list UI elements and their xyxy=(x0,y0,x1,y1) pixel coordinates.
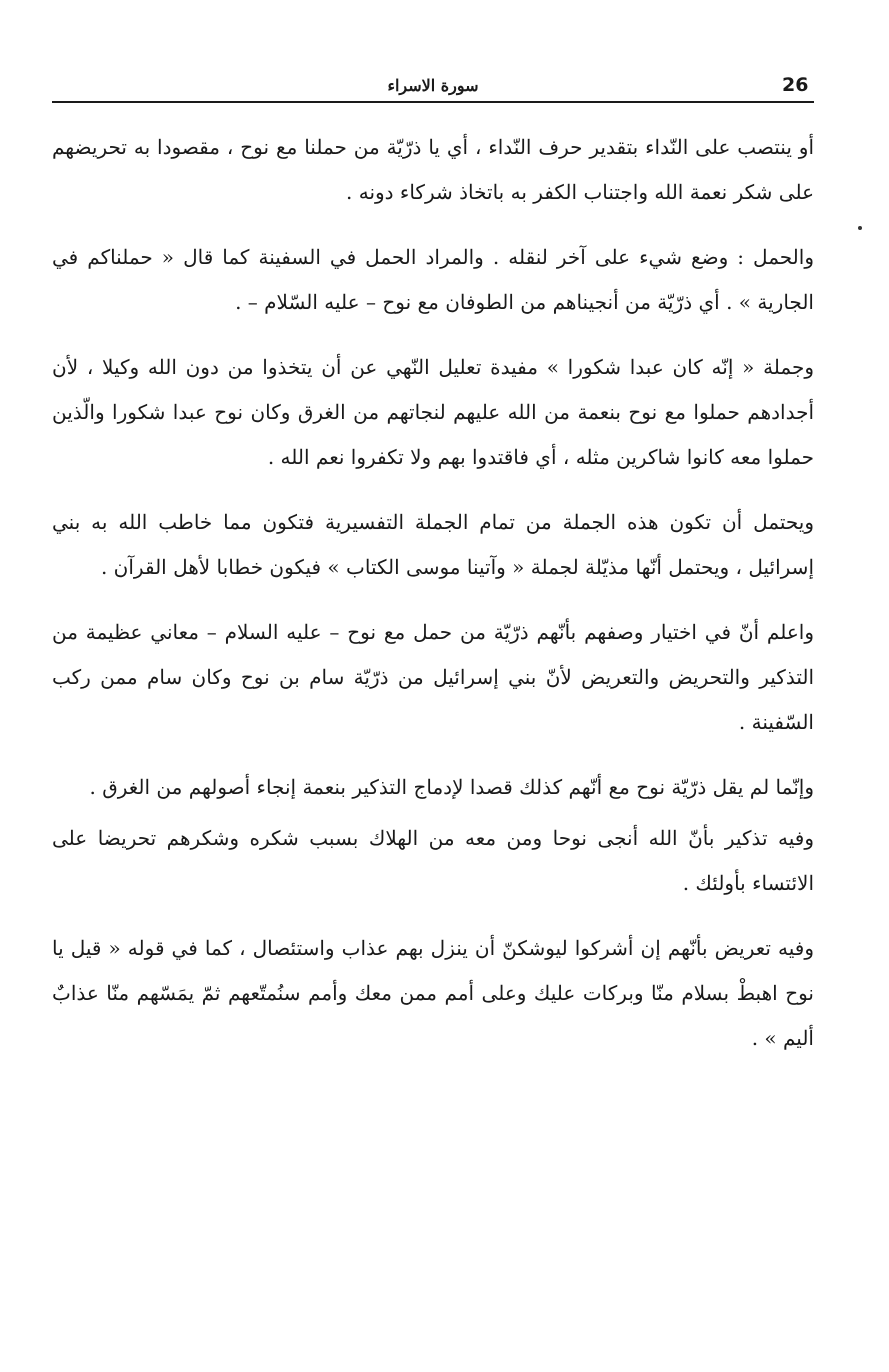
paragraph-8: وفيه تعريض بأنّهم إن أشركوا ليوشكنّ أن ينزل بهم عذاب واستئصال ، كما في قوله « قيل يا نوح اهبطْ بسلام منّا وبركات عليك وعلى أمم ممن معك وأمم سنُمتّعهم ثمّ يمَسّهم منّا عذابٌ أليم » . xyxy=(52,936,814,1050)
surah-title: سورة الاسراء xyxy=(387,76,479,95)
paragraph-7: وفيه تذكير بأنّ الله أنجى نوحا ومن معه من الهلاك بسبب شكره وشكرهم تحريضا على الائتساء بأولئك . xyxy=(52,826,814,895)
paragraph-1: أو ينتصب على النّداء بتقدير حرف النّداء ، أي يا ذرّيّة من حملنا مع نوح ، مقصودا به تحريضهم على شكر نعمة الله واجتناب الكفر به باتخاذ شركاء دونه . xyxy=(52,135,814,204)
page-header xyxy=(52,70,814,104)
page-number: 26 xyxy=(782,74,809,96)
paragraph-6: وإنّما لم يقل ذرّيّة نوح مع أنّهم كذلك قصدا لإدماج التذكير بنعمة إنجاء أصولهم من الغرق . xyxy=(89,775,814,799)
header-divider xyxy=(52,101,814,103)
paragraph-2: والحمل : وضع شيء على آخر لنقله . والمراد الحمل في السفينة كما قال « حملناكم في الجارية » . أي ذرّيّة من أنجيناهم من الطوفان مع نوح – عليه السّلام – . xyxy=(52,245,814,314)
paragraph-4: ويحتمل أن تكون هذه الجملة من تمام الجملة التفسيرية فتكون مما خاطب الله به بني إسرائيل ، ويحتمل أنّها مذيّلة لجملة « وآتينا موسى الكتاب » فيكون خطابا لأهل القرآن . xyxy=(52,510,814,579)
paragraph-3: وجملة « إنّه كان عبدا شكورا » مفيدة تعليل النّهي عن أن يتخذوا من دون الله وكيلا ، لأن أجدادهم حملوا مع نوح بنعمة من الله عليهم لنجاتهم من الغرق وكان نوح عبدا شكورا والّذين حملوا معه كانوا شاكرين مثله ، أي فاقتدوا بهم ولا تكفروا نعم الله . xyxy=(52,355,814,469)
page-body xyxy=(52,125,814,1061)
margin-mark xyxy=(858,226,862,230)
paragraph-5: واعلم أنّ في اختيار وصفهم بأنّهم ذرّيّة من حمل مع نوح – عليه السلام – معاني عظيمة من التذكير والتحريض والتعريض لأنّ بني إسرائيل من ذرّيّة سام بن نوح وكان سام ممن ركب السّفينة . xyxy=(52,620,815,734)
